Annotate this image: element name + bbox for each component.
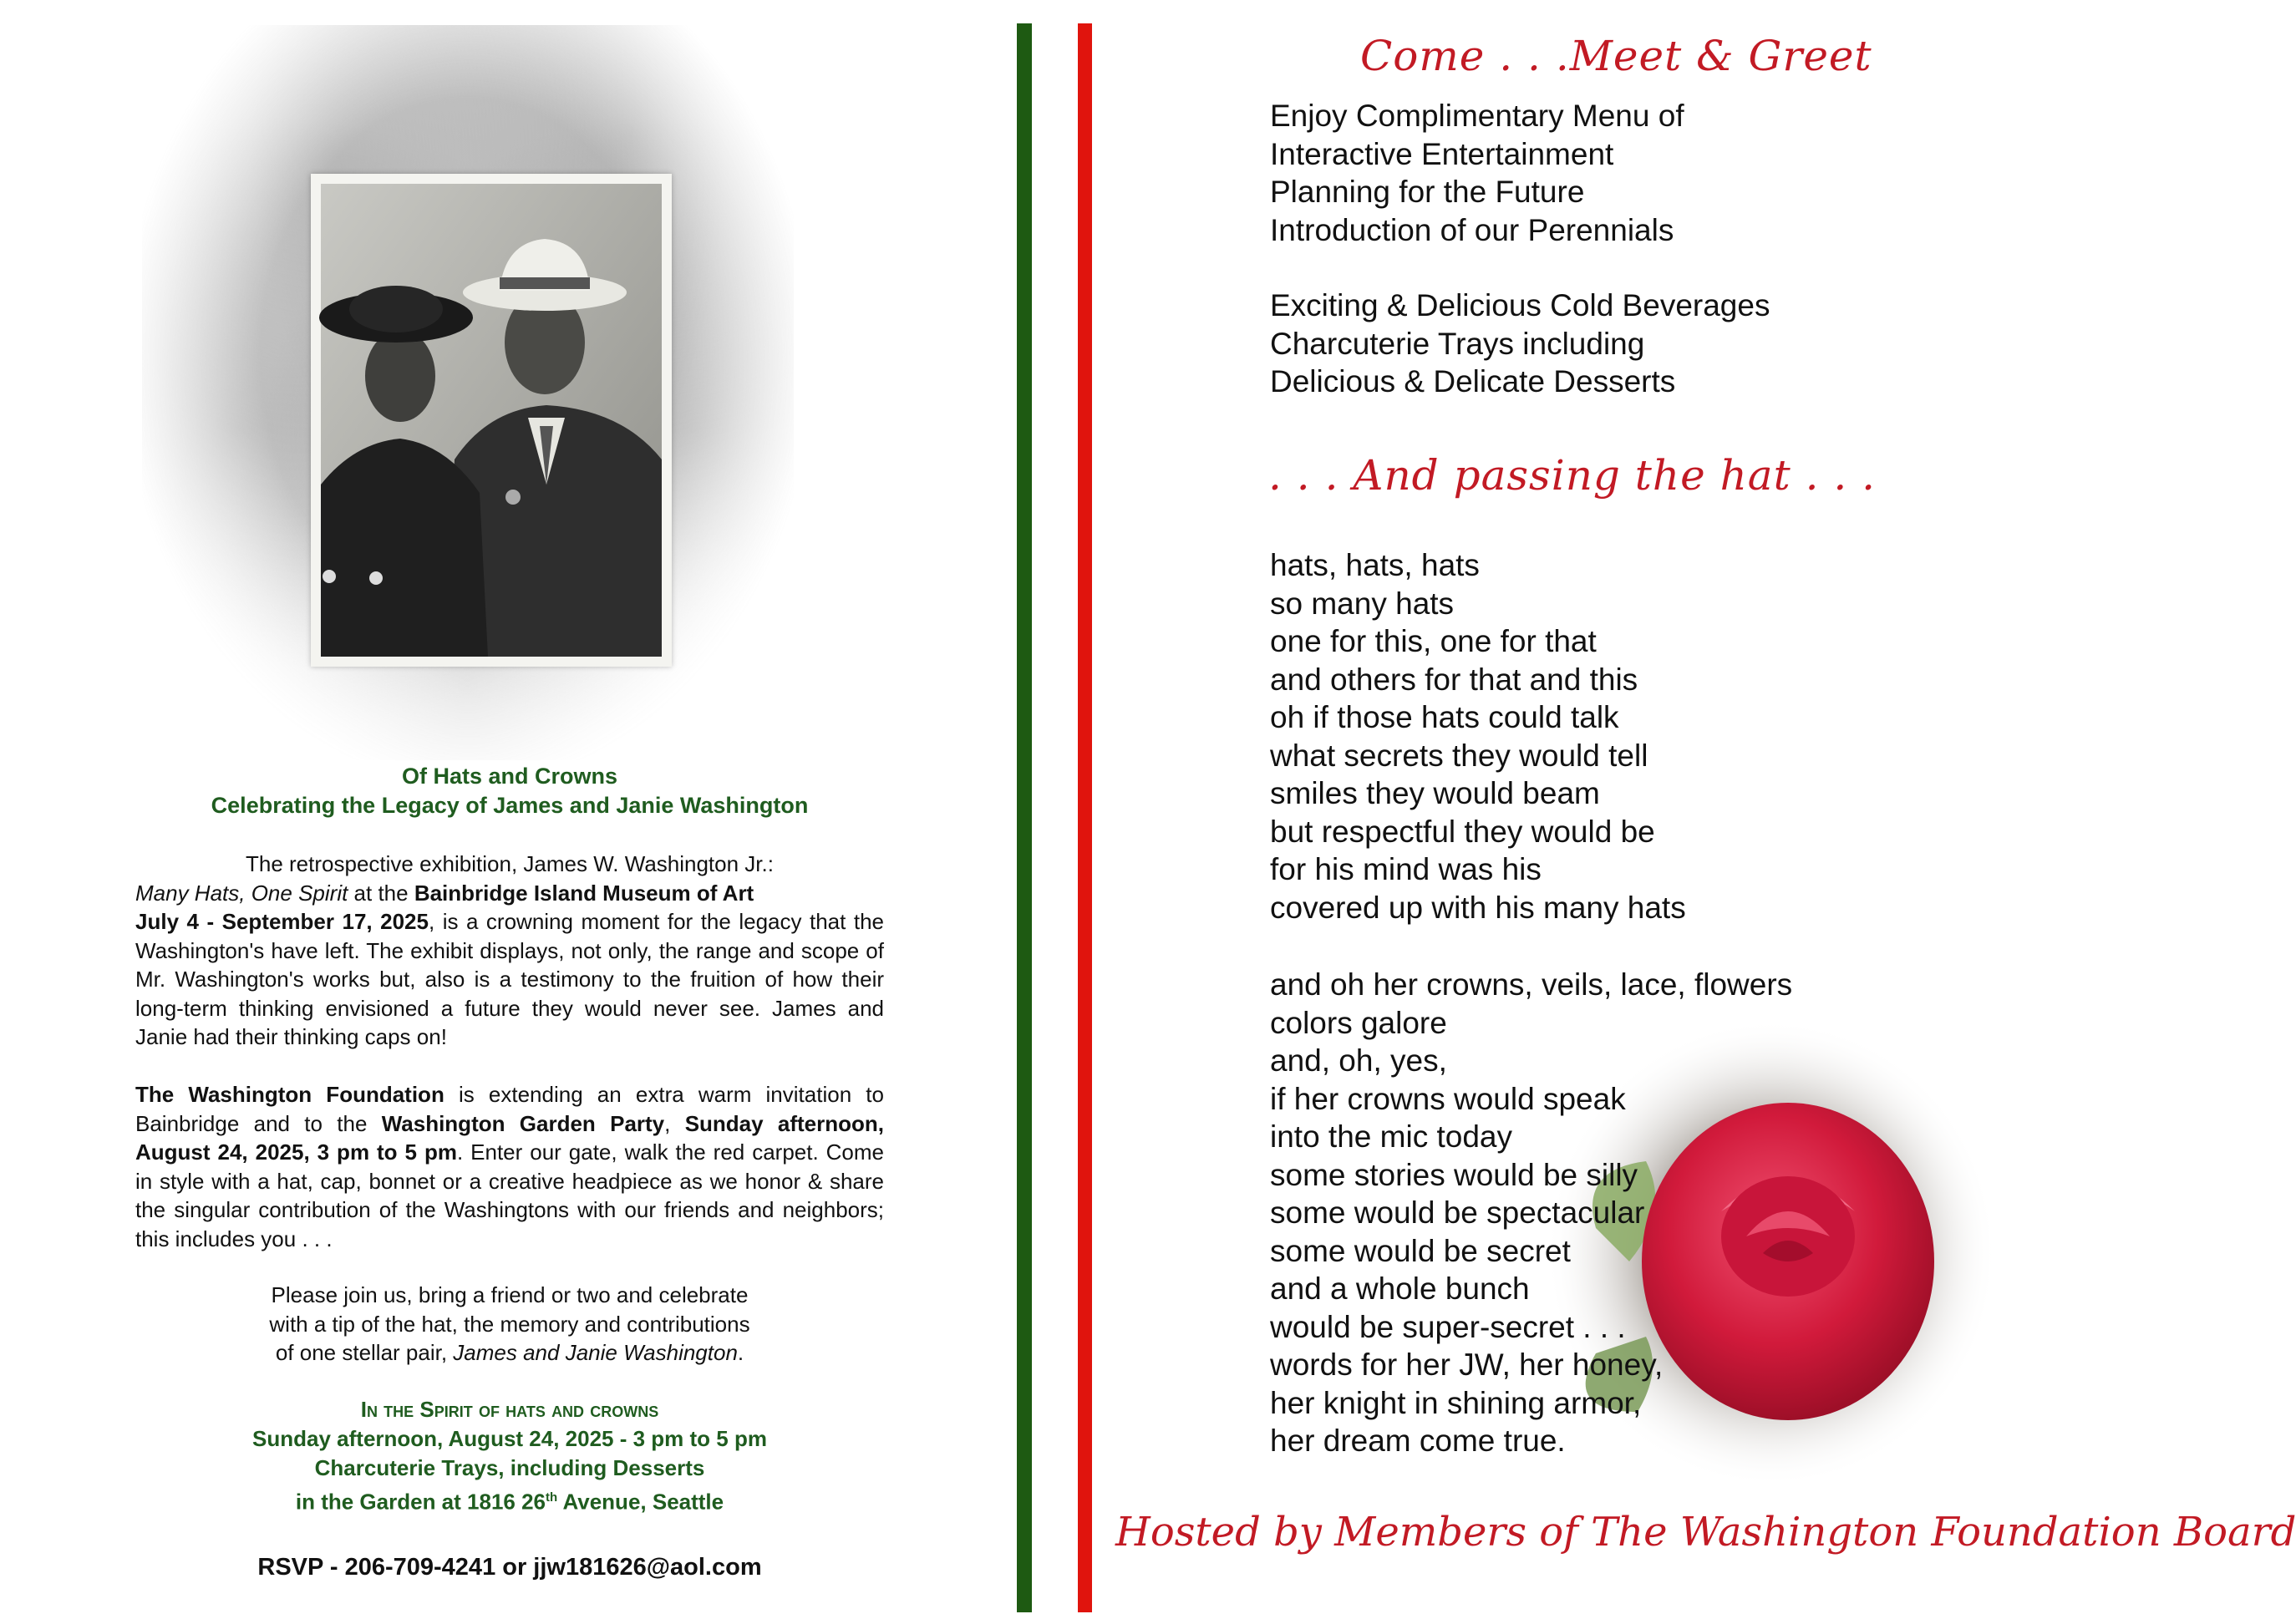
passing-hat-heading: . . . And passing the hat . . . [1268,451,1877,500]
poem-line: and a whole bunch [1270,1271,1530,1306]
please-line-3 [125,1338,894,1368]
menu-item: Exciting & Delicious Cold Beverages [1270,288,1770,322]
poem-line: but respectful they would be [1270,814,1655,849]
red-divider-bar [1078,23,1092,1612]
menu-item: Interactive Entertainment [1270,136,1614,171]
intro-at-the: at the [348,880,414,906]
meet-greet-heading: Come . . .Meet & Greet [1360,32,1872,80]
page-subtitle: Celebrating the Legacy of James and Janie Washington [211,793,809,818]
menu-item: Enjoy Complimentary Menu of [1270,99,1684,133]
poem-line: if her crowns would speak [1270,1081,1626,1116]
invite-text-2: . Enter our gate, walk the red carpet. Come in style with a hat, cap, bonnet or a creative headpiece as we honor & share the singular contribution of the Washingtons with our friends and neighbors; this includes you . . . [135,1139,884,1251]
menu-item: Delicious & Delicate Desserts [1270,364,1676,398]
poem-line: covered up with his many hats [1270,890,1686,925]
poem-line: some stories would be silly [1270,1157,1638,1192]
poem-stanza-2 [1270,966,1792,1460]
event-date-line: Sunday afternoon, August 24, 2025 - 3 pm to 5 pm [252,1426,767,1451]
poem-stanza-1 [1270,546,1686,926]
poem-line: would be super-secret . . . [1270,1309,1626,1344]
poem-line: her knight in shining armor, [1270,1385,1642,1420]
poem-line: and oh her crowns, veils, lace, flowers [1270,967,1793,1002]
invite-paragraph [135,1080,884,1253]
intro-line-1: The retrospective exhibition, James W. Washington Jr.: [246,851,774,876]
page-title: Of Hats and Crowns [401,764,618,789]
poem-line: and, oh, yes, [1270,1043,1447,1078]
address-sup: th [546,1490,558,1505]
menu-list-1 [1270,97,1684,249]
foundation-name: The Washington Foundation [135,1082,444,1107]
please-line-3-pre: of one stellar pair, [275,1340,454,1365]
rsvp-line: RSVP - 206-709-4241 or jjw181626@aol.com [257,1554,762,1581]
green-divider-bar [1017,23,1032,1612]
vintage-couple-photo [311,174,672,667]
please-line-1: Please join us, bring a friend or two and celebrate [271,1282,749,1307]
poem-line: so many hats [1270,586,1455,621]
menu-item: Planning for the Future [1270,175,1585,209]
invite-comma: , [664,1110,685,1136]
poem-line: smiles they would beam [1270,776,1600,810]
poem-line: oh if those hats could talk [1270,700,1619,734]
party-name: Washington Garden Party [381,1110,665,1136]
poem-line: some would be secret [1270,1233,1571,1268]
party-when: Sunday afternoon, August 24, 2025, 3 pm to 5 pm [135,1110,884,1165]
address-pre: in the Garden at 1816 26 [295,1489,546,1515]
intro-text [135,879,884,1052]
poem-line: hats, hats, hats [1270,548,1480,582]
poem-line: her dream come true. [1270,1424,1566,1458]
intro-rest: , is a crowning moment for the legacy that the Washington's have left. The exhibit displays, not only, the range and scope of Mr. Washington's works but, also is a testimony to the fruition of how their long-term thinking envisioned a future they would never see. James and Janie had their thinking caps on! [135,909,885,1049]
couple-names: James and Janie Washington [453,1340,738,1365]
please-line-3-end: . [737,1340,744,1365]
invite-text-1: is extending an extra warm invitation to Bainbridge and to the [135,1082,884,1136]
poem-line: into the mic today [1270,1119,1512,1154]
please-join-paragraph [125,1281,894,1368]
exhibit-name: Many Hats, One Spirit [135,880,348,906]
event-details [125,1395,894,1517]
event-address-line [125,1483,894,1517]
poem-line: words for her JW, her honey, [1270,1348,1664,1382]
hosted-by-footer: Hosted by Members of The Washington Foundation Board [1115,1509,2296,1556]
intro-paragraph [135,850,884,1052]
event-food-line: Charcuterie Trays, including Desserts [314,1455,705,1480]
event-heading: In the Spirit of hats and crowns [360,1397,659,1422]
menu-item: Charcuterie Trays including [1270,326,1645,361]
address-post: Avenue, Seattle [557,1489,724,1515]
exhibit-dates: July 4 - September 17, 2025 [135,909,429,934]
menu-list-2 [1270,287,1770,401]
poem-line: for his mind was his [1270,852,1542,886]
exhibit-title-block [125,762,894,820]
poem-line: some would be spectacular [1270,1195,1645,1230]
poem-line: and others for that and this [1270,662,1638,697]
poem-line: what secrets they would tell [1270,738,1648,773]
poem-line: one for this, one for that [1270,624,1597,658]
poem-line: colors galore [1270,1005,1447,1040]
menu-item: Introduction of our Perennials [1270,212,1674,247]
museum-name: Bainbridge Island Museum of Art [414,880,754,906]
please-line-2: with a tip of the hat, the memory and contributions [269,1311,750,1337]
